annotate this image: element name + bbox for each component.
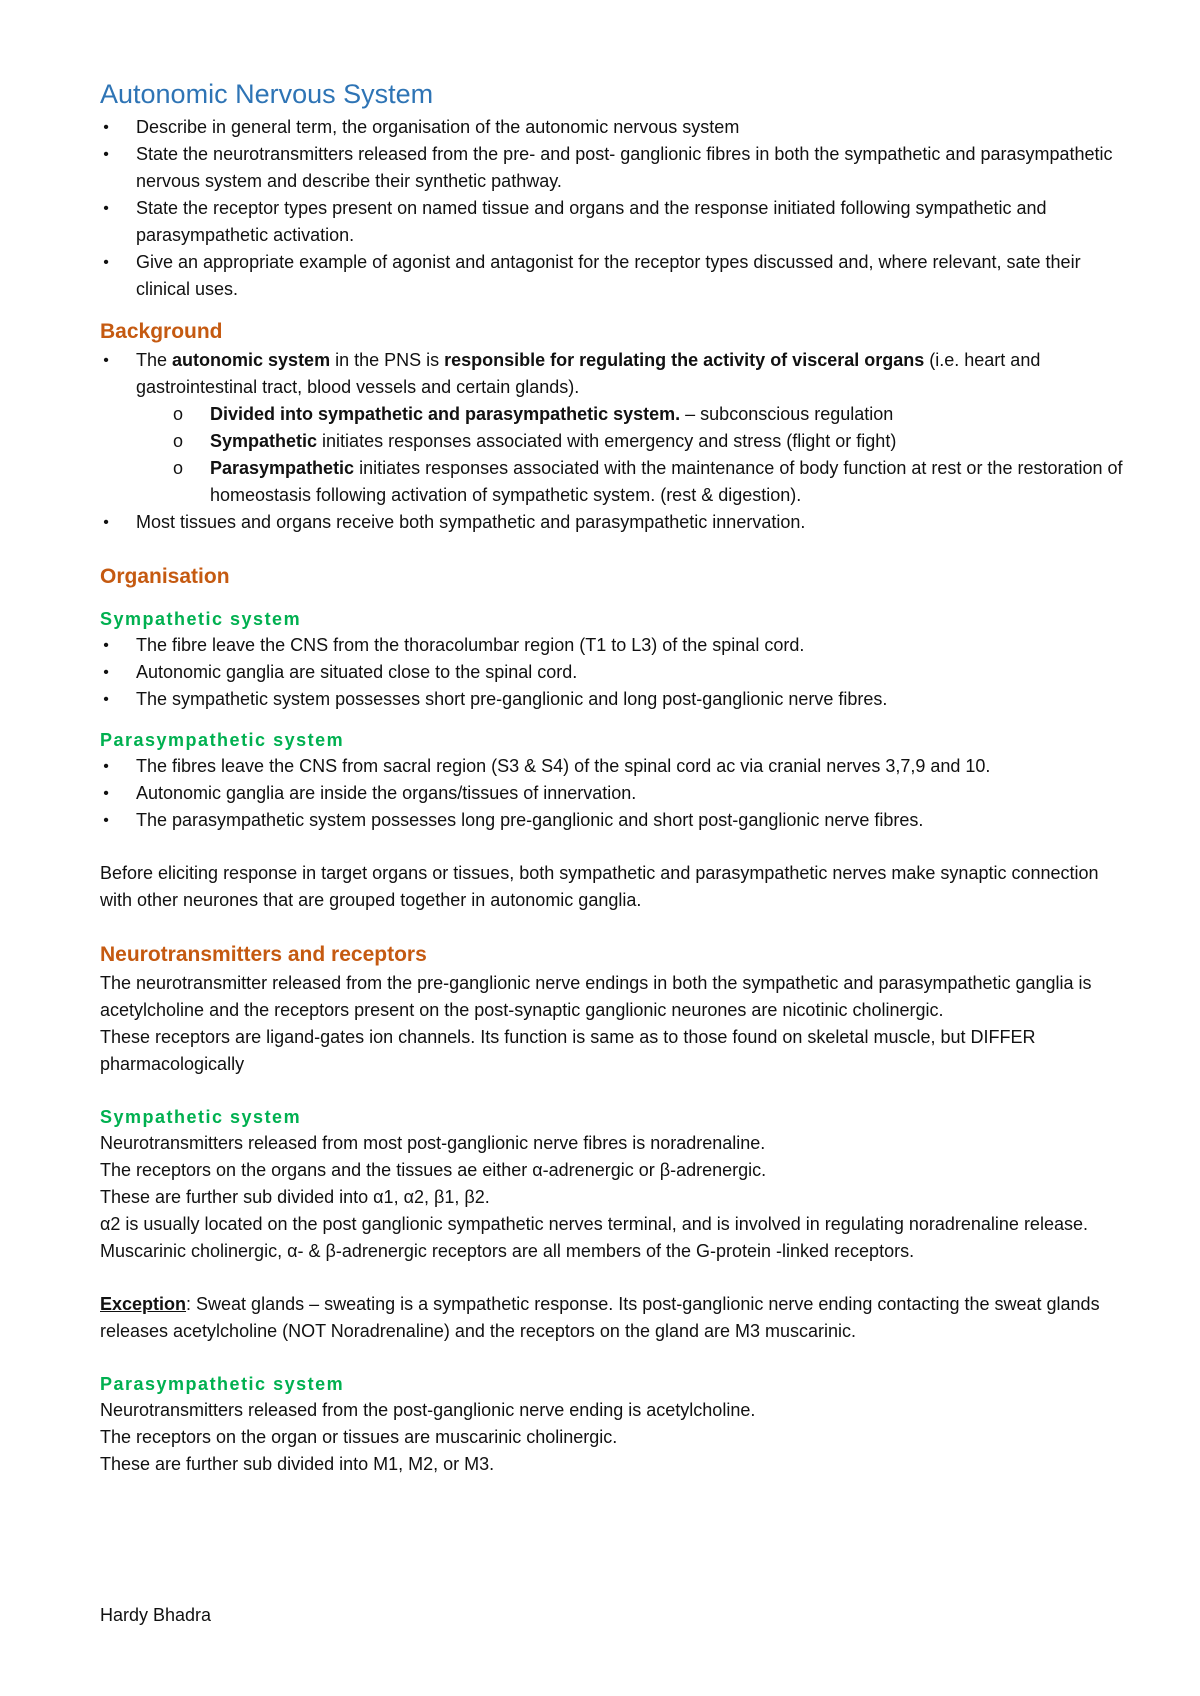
bullet-icon: • — [103, 637, 109, 654]
neuro-para-line: These are further sub divided into M1, M2, or M3. — [100, 1454, 495, 1474]
exception-label: Exception — [100, 1294, 187, 1314]
sub-list-item: o Parasympathetic initiates responses associated with the maintenance of body function at rest or the restoration of homeostasis following activation of sympathetic system. (rest & digestion). — [100, 455, 1130, 509]
org-parasympathetic-list — [100, 753, 1130, 834]
neuro-symp-line: Neurotransmitters released from most post-ganglionic nerve fibres is noradrenaline. — [100, 1133, 766, 1153]
objectives-list — [100, 114, 1130, 303]
neuro-symp-line: The receptors on the organs and the tissues ae either α-adrenergic or β-adrenergic. — [100, 1160, 767, 1180]
list-item: • The fibre leave the CNS from the thoracolumbar region (T1 to L3) of the spinal cord. — [100, 632, 1130, 659]
bullet-icon: • — [103, 785, 109, 802]
bullet-icon: • — [103, 812, 109, 829]
bullet-icon: • — [103, 758, 109, 775]
organisation-paragraph: Before eliciting response in target organs or tissues, both sympathetic and parasympathetic nerves make synaptic connection with other neurones that are grouped together in autonomic ganglia. — [100, 863, 1099, 910]
exception-paragraph — [100, 1291, 1130, 1345]
background-sublist — [136, 401, 1130, 509]
bullet-icon: • — [103, 200, 109, 217]
org-sympathetic-list — [100, 632, 1130, 713]
background-heading: Background — [100, 320, 223, 343]
list-item: • State the receptor types present on named tissue and organs and the response initiated following sympathetic and parasympathetic activation. — [100, 195, 1130, 249]
list-item: • Autonomic ganglia are inside the organs/tissues of innervation. — [100, 780, 1130, 807]
circle-bullet-icon: o — [172, 431, 183, 451]
bullet-icon: • — [103, 352, 109, 369]
neuro-para-line: The receptors on the organ or tissues are muscarinic cholinergic. — [100, 1427, 618, 1447]
document-content — [100, 76, 1130, 1478]
org-sympathetic-heading: Sympathetic system — [100, 609, 302, 629]
list-item: • The autonomic system in the PNS is responsible for regulating the activity of visceral organs (i.e. heart and gastrointestinal tract, blood vessels and certain glands). o Divided into sympathetic and parasympathetic system. – subconscious regulation o Sympathetic initiates responses associated with emergency and stress (flight or fight) o Parasympathetic initiates responses associated with the maintenance of body function at rest or the restoration of homeostasis following activation of sympathetic system. (rest & digestion). — [100, 347, 1130, 509]
bullet-icon: • — [103, 514, 109, 531]
bullet-icon: • — [103, 691, 109, 708]
neuro-parasympathetic-heading: Parasympathetic system — [100, 1374, 345, 1394]
neuro-symp-line: α2 is usually located on the post ganglionic sympathetic nerves terminal, and is involved in regulating noradrenaline release. — [100, 1214, 1088, 1234]
neurotransmitters-heading: Neurotransmitters and receptors — [100, 943, 427, 966]
list-item: • Autonomic ganglia are situated close to the spinal cord. — [100, 659, 1130, 686]
list-item: • The fibres leave the CNS from sacral region (S3 & S4) of the spinal cord ac via cranial nerves 3,7,9 and 10. — [100, 753, 1130, 780]
neuro-paragraph-2: These receptors are ligand-gates ion channels. Its function is same as to those found on skeletal muscle, but DIFFER pharmacologically — [100, 1027, 1036, 1074]
list-item: • The parasympathetic system possesses long pre-ganglionic and short post-ganglionic nerve fibres. — [100, 807, 1130, 834]
circle-bullet-icon: o — [172, 404, 183, 424]
list-item: • Most tissues and organs receive both sympathetic and parasympathetic innervation. — [100, 509, 1130, 536]
bullet-icon: • — [103, 146, 109, 163]
neuro-para-line: Neurotransmitters released from the post-ganglionic nerve ending is acetylcholine. — [100, 1400, 756, 1420]
circle-bullet-icon: o — [172, 458, 183, 478]
bullet-icon: • — [103, 254, 109, 271]
organisation-heading: Organisation — [100, 565, 230, 588]
neuro-symp-line: These are further sub divided into α1, α2, β1, β2. — [100, 1187, 490, 1207]
org-parasympathetic-heading: Parasympathetic system — [100, 730, 345, 750]
list-item: • State the neurotransmitters released from the pre- and post- ganglionic fibres in both the sympathetic and parasympathetic nervous system and describe their synthetic pathway. — [100, 141, 1130, 195]
neuro-sympathetic-heading: Sympathetic system — [100, 1107, 302, 1127]
page-title: Autonomic Nervous System — [100, 79, 434, 109]
list-item: • The sympathetic system possesses short pre-ganglionic and long post-ganglionic nerve fibres. — [100, 686, 1130, 713]
list-item: • Give an appropriate example of agonist and antagonist for the receptor types discussed and, where relevant, sate their clinical uses. — [100, 249, 1130, 303]
sub-list-item: o Sympathetic initiates responses associated with emergency and stress (flight or fight) — [100, 428, 1130, 455]
neuro-paragraph-1: The neurotransmitter released from the pre-ganglionic nerve endings in both the sympathetic and parasympathetic ganglia is acetylcholine and the receptors present on the post-synaptic ganglionic neurones are nicotinic cholinergic. — [100, 973, 1092, 1020]
neuro-symp-line: Muscarinic cholinergic, α- & β-adrenergic receptors are all members of the G-protein -linked receptors. — [100, 1241, 915, 1261]
page-footer: Hardy Bhadra — [100, 1605, 212, 1625]
background-list — [100, 347, 1130, 536]
sub-list-item: o Divided into sympathetic and parasympathetic system. – subconscious regulation — [100, 401, 1130, 428]
bullet-icon: • — [103, 119, 109, 136]
list-item: • Describe in general term, the organisation of the autonomic nervous system — [100, 114, 1130, 141]
bullet-icon: • — [103, 664, 109, 681]
exception-text: : Sweat glands – sweating is a sympathetic response. Its post-ganglionic nerve ending contacting the sweat glands releases acetylcholine (NOT Noradrenaline) and the receptors on the gland are M3 muscarinic. — [100, 1294, 1100, 1341]
